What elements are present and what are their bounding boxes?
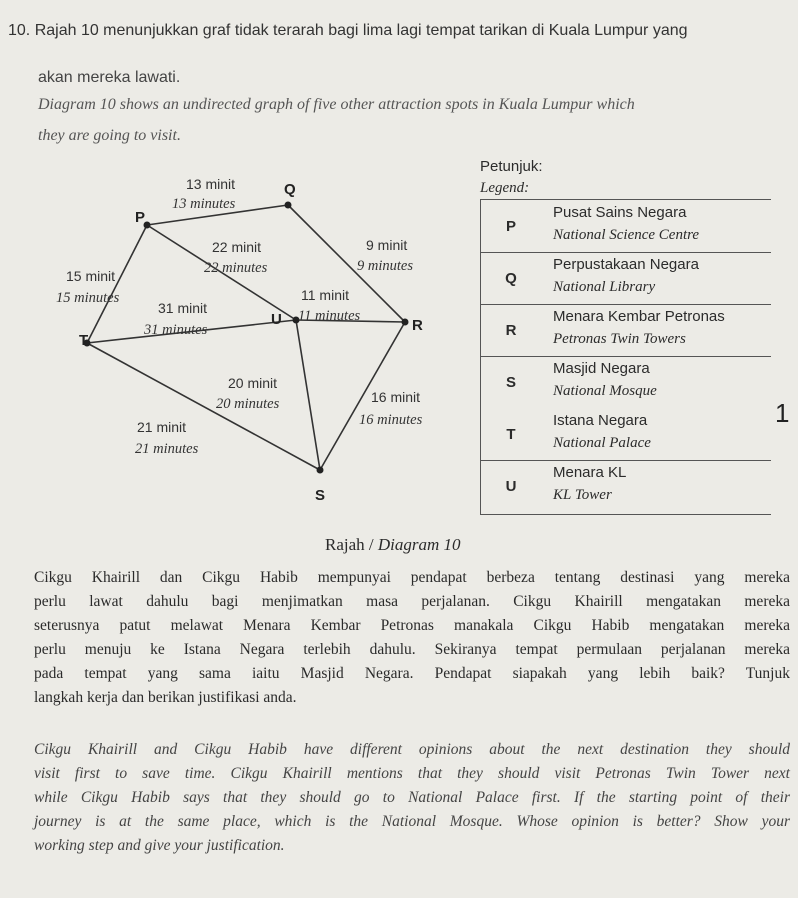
vertex-q-dot [285, 202, 292, 209]
paragraph-line: while Cikgu Habib says that they should go to National Palace first. If the starting point of their [34, 789, 790, 806]
edge-pt-label-en: 15 minutes [56, 290, 120, 306]
legend-row [481, 356, 771, 408]
question-line-2: akan mereka lawati. [38, 69, 181, 86]
vertex-u-label: U [271, 311, 282, 328]
legend-name-en: National Mosque [553, 383, 657, 399]
paragraph-line: visit first to save time. Cikgu Khairill mentions that they should visit Petronas Twin Tower next [34, 765, 790, 782]
edge-ur-label-en: 11 minutes [298, 308, 361, 324]
diagram-caption [325, 535, 461, 555]
paragraph-line: Cikgu Khairill and Cikgu Habib have different opinions about the next destination they should [34, 741, 790, 758]
question-line-3: Diagram 10 shows an undirected graph of five other attraction spots in Kuala Lumpur which [38, 96, 635, 113]
vertex-s-dot [317, 467, 324, 474]
edge-pt [87, 225, 147, 343]
vertex-r-dot [402, 319, 409, 326]
edge-pt-label-my: 15 minit [66, 268, 116, 284]
edge-us [296, 320, 320, 470]
question-line-4: they are going to visit. [38, 127, 181, 144]
paragraph-line: pada tempat yang sama iaitu Masjid Negara. Pendapat siapakah yang lebih baik? Tunjuk [34, 665, 790, 682]
page-mark: 1 [775, 398, 790, 428]
legend-symbol: S [505, 373, 516, 391]
edge-pu-label-en: 22 minutes [204, 260, 268, 276]
vertex-r-label: R [412, 317, 423, 334]
paragraph-malay [34, 566, 790, 710]
legend-title-my: Petunjuk: [480, 158, 543, 175]
legend-name-en: Petronas Twin Towers [553, 331, 686, 347]
legend-row [481, 252, 771, 305]
edge-qr-label-en: 9 minutes [357, 258, 413, 274]
paragraph-line: journey is at the same place, which is the National Mosque. Whose opinion is better? Show your [34, 813, 790, 830]
legend-symbol: P [505, 217, 516, 235]
edge-rs-label-my: 16 minit [371, 389, 421, 405]
edge-tu-label-my: 31 minit [158, 300, 208, 316]
legend-name-my: Pusat Sains Negara [553, 204, 687, 221]
legend-row [481, 460, 771, 512]
edge-pu-label-my: 22 minit [212, 239, 262, 255]
vertex-s-label: S [315, 487, 326, 504]
legend-row [481, 200, 771, 253]
paragraph-line: working step and give your justification. [34, 837, 285, 854]
legend-symbol: U [505, 477, 517, 495]
legend-name-my: Menara Kembar Petronas [553, 308, 725, 325]
legend-name-en: KL Tower [553, 487, 612, 503]
legend-name-my: Istana Negara [553, 412, 648, 429]
legend-title-en: Legend: [480, 180, 530, 196]
caption-my: Rajah / [325, 535, 374, 554]
edge-ts-label-my: 21 minit [137, 419, 187, 435]
legend-table [480, 199, 771, 515]
edge-pq-label-my: 13 minit [186, 176, 236, 192]
legend-name-en: National Palace [553, 435, 651, 451]
legend-symbol: T [506, 425, 516, 443]
paragraph-line: perlu menuju ke Istana Negara terlebih dahulu. Sekiranya tempat permulaan perjalanan mereka [34, 641, 790, 658]
paragraph-line: Cikgu Khairill dan Cikgu Habib mempunyai pendapat berbeza tentang destinasi yang mereka [34, 569, 790, 586]
edge-ts [87, 343, 320, 470]
legend-row [481, 408, 771, 461]
edge-qr-label-my: 9 minit [366, 237, 408, 253]
edge-ur-label-my: 11 minit [301, 287, 349, 303]
legend-name-my: Perpustakaan Negara [553, 256, 699, 273]
legend-symbol: R [505, 321, 517, 339]
undirected-graph [0, 160, 470, 530]
question-line-1: 10. Rajah 10 menunjukkan graf tidak terarah bagi lima lagi tempat tarikan di Kuala Lumpur yang [8, 22, 688, 39]
vertex-p-label: P [135, 209, 146, 226]
paragraph-english [34, 738, 790, 858]
edge-tu-label-en: 31 minutes [144, 322, 208, 338]
vertex-t-label: T [79, 332, 89, 349]
legend-symbol: Q [505, 269, 517, 287]
edge-us-label-en: 20 minutes [216, 396, 280, 412]
paragraph-line: seterusnya patut melawat Menara Kembar Petronas manakala Cikgu Habib mengatakan mereka [34, 617, 790, 634]
legend-name-en: National Science Centre [553, 227, 700, 243]
edge-pq-label-en: 13 minutes [172, 196, 236, 212]
paragraph-line: perlu lawat dahulu bagi menjimatkan masa perjalanan. Cikgu Khairill mengatakan mereka [34, 593, 790, 610]
vertex-q-label: Q [284, 181, 296, 198]
legend-name-en: National Library [553, 279, 656, 295]
edge-ts-label-en: 21 minutes [135, 441, 199, 457]
edge-rs-label-en: 16 minutes [359, 412, 423, 428]
legend-name-my: Menara KL [553, 464, 627, 481]
legend-name-my: Masjid Negara [553, 360, 650, 377]
edge-us-label-my: 20 minit [228, 375, 278, 391]
paragraph-line: langkah kerja dan berikan justifikasi anda. [34, 689, 297, 706]
caption-en: Diagram 10 [377, 535, 461, 554]
legend-row [481, 304, 771, 357]
